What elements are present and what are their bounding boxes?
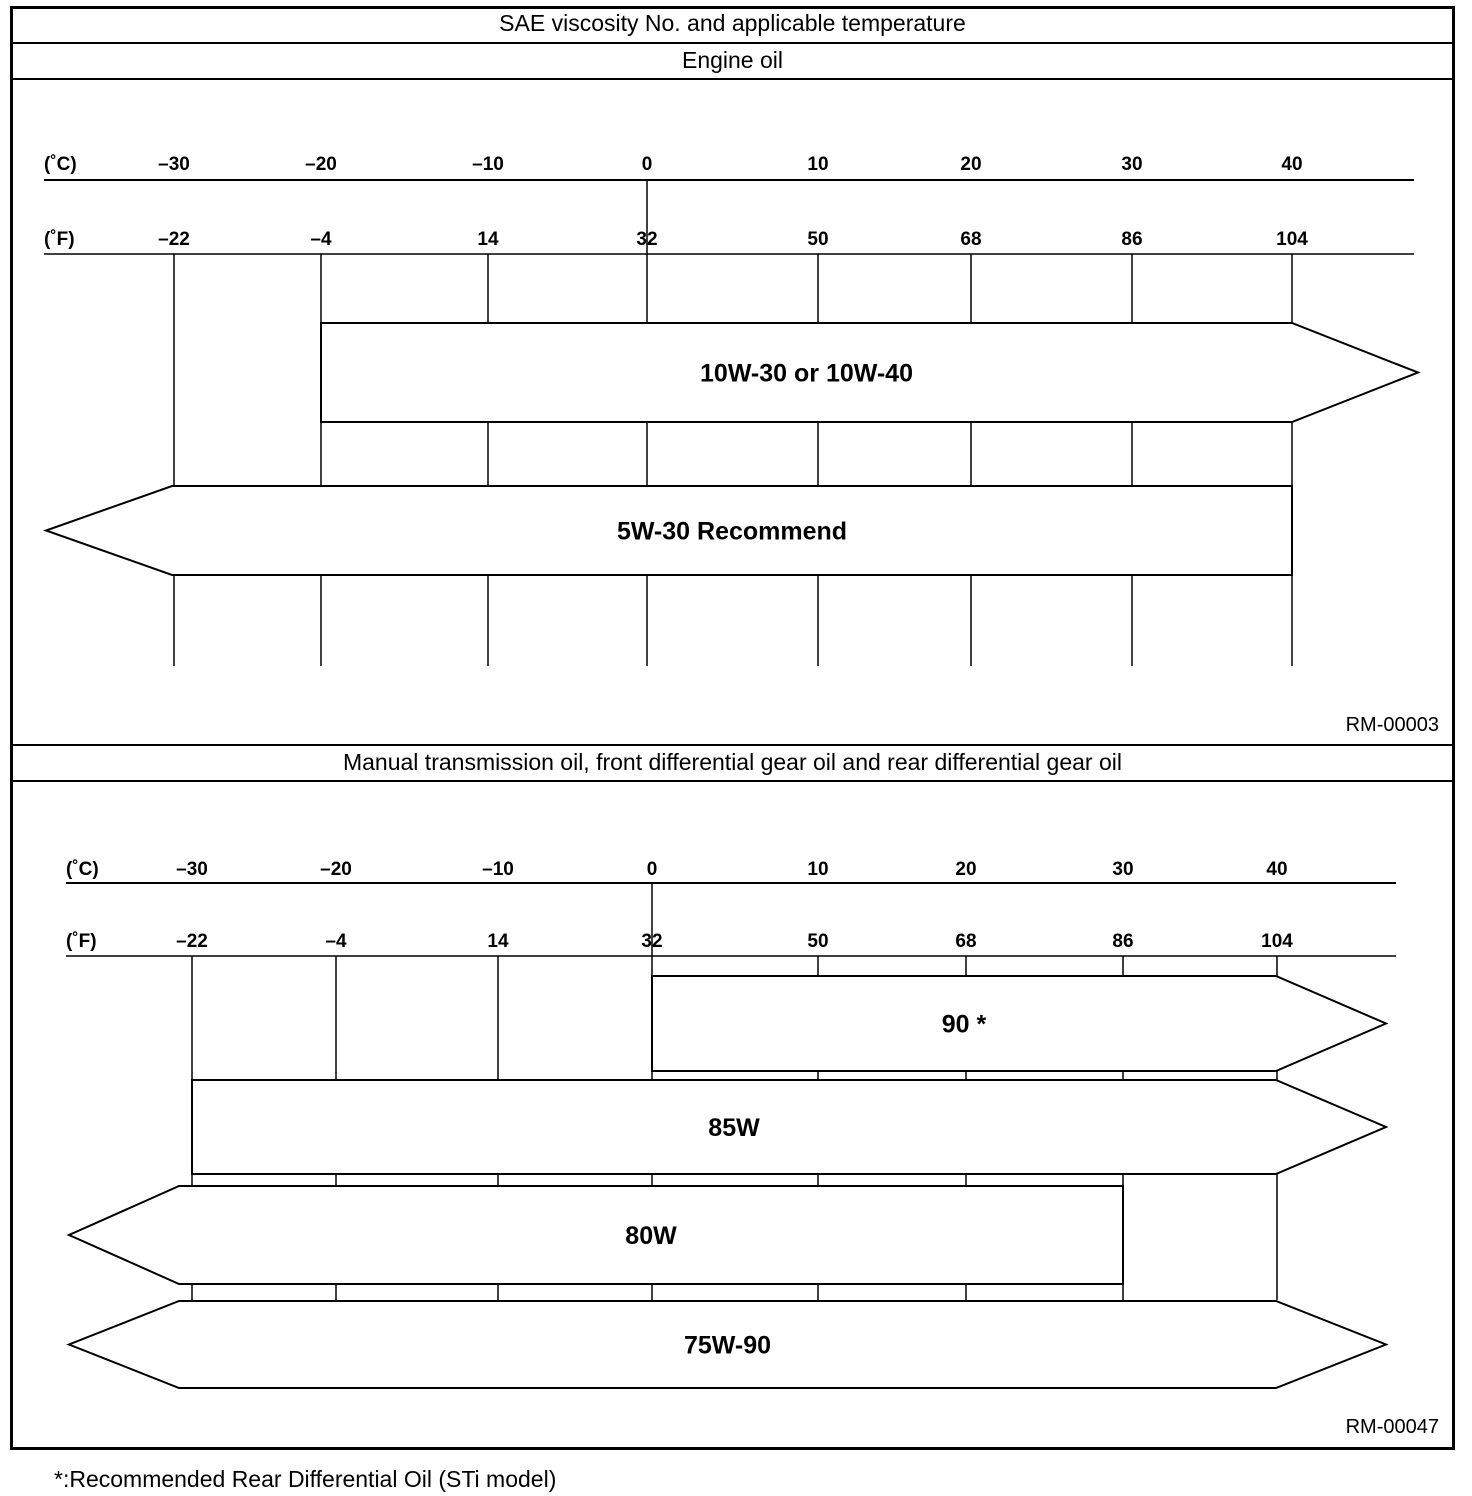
gear-fahrenheit-tick-label: 104: [1261, 931, 1293, 952]
engine-fahrenheit-tick-label: –4: [310, 229, 332, 250]
gear-celsius-tick-label: 30: [1112, 859, 1134, 880]
gear-range-bar: [652, 976, 1386, 1071]
engine-celsius-tick-label: 0: [641, 154, 653, 175]
gear-range-label: 85W: [708, 1114, 760, 1142]
gear-fahrenheit-tick-label: –22: [176, 931, 208, 952]
engine-celsius-tick-label: –20: [305, 154, 337, 175]
engine-fahrenheit-tick-label: 104: [1276, 229, 1308, 250]
engine-fahrenheit-tick-label: 14: [477, 229, 499, 250]
engine-figure-code: RM-00003: [1345, 714, 1439, 736]
gear-range-label: 75W-90: [683, 1331, 772, 1360]
gear-range-bar: [192, 1080, 1386, 1174]
engine-celsius-tick-label: 10: [807, 154, 829, 175]
gear-fahrenheit-unit-label: (˚F): [66, 931, 97, 952]
engine-fahrenheit-tick-label: 68: [960, 229, 982, 250]
engine-fahrenheit-tick-label: 32: [636, 229, 658, 250]
gear-celsius-tick-label: –10: [482, 859, 514, 880]
engine-celsius-tick-label: 30: [1121, 154, 1143, 175]
engine-celsius-tick-label: –10: [472, 154, 504, 175]
gear-celsius-unit-label: (˚C): [66, 859, 99, 880]
gear-celsius-tick-label: 40: [1266, 859, 1288, 880]
engine-fahrenheit-tick-label: –22: [158, 229, 190, 250]
gear-celsius-tick-label: 20: [955, 859, 977, 880]
engine-fahrenheit-tick-label: 50: [807, 229, 829, 250]
engine-celsius-tick-label: –30: [158, 154, 190, 175]
gear-fahrenheit-tick-label: 50: [807, 931, 829, 952]
gear-oil-heading: Manual transmission oil, front differential gear oil and rear differential gear oil: [342, 749, 1122, 775]
gear-fahrenheit-tick-label: 32: [641, 931, 663, 952]
engine-fahrenheit-unit-label: (˚F): [44, 229, 75, 250]
engine-oil-heading: Engine oil: [681, 47, 784, 73]
gear-fahrenheit-tick-label: 86: [1112, 931, 1134, 952]
engine-range-label: 5W-30 Recommend: [616, 517, 848, 546]
gear-fahrenheit-tick-label: 14: [487, 931, 509, 952]
gear-fahrenheit-tick-label: 68: [955, 931, 977, 952]
footnote: *:Recommended Rear Differential Oil (STi model): [54, 1466, 557, 1492]
gear-range-label: 80W: [625, 1222, 677, 1250]
engine-celsius-unit-label: (˚C): [44, 154, 77, 175]
gear-range-label: 90 *: [941, 1010, 987, 1039]
gear-fahrenheit-tick-label: –4: [325, 931, 347, 952]
gear-celsius-tick-label: 10: [807, 859, 829, 880]
gear-figure-code: RM-00047: [1345, 1416, 1439, 1438]
page-title: SAE viscosity No. and applicable temperature: [499, 10, 966, 36]
engine-fahrenheit-tick-label: 86: [1121, 229, 1143, 250]
gear-celsius-tick-label: –30: [176, 859, 208, 880]
gear-range-bar: [69, 1186, 1123, 1284]
engine-range-label: 10W-30 or 10W-40: [700, 359, 913, 388]
gear-celsius-tick-label: 0: [646, 859, 658, 880]
gear-celsius-tick-label: –20: [320, 859, 352, 880]
engine-celsius-tick-label: 20: [960, 154, 982, 175]
engine-celsius-tick-label: 40: [1281, 154, 1303, 175]
